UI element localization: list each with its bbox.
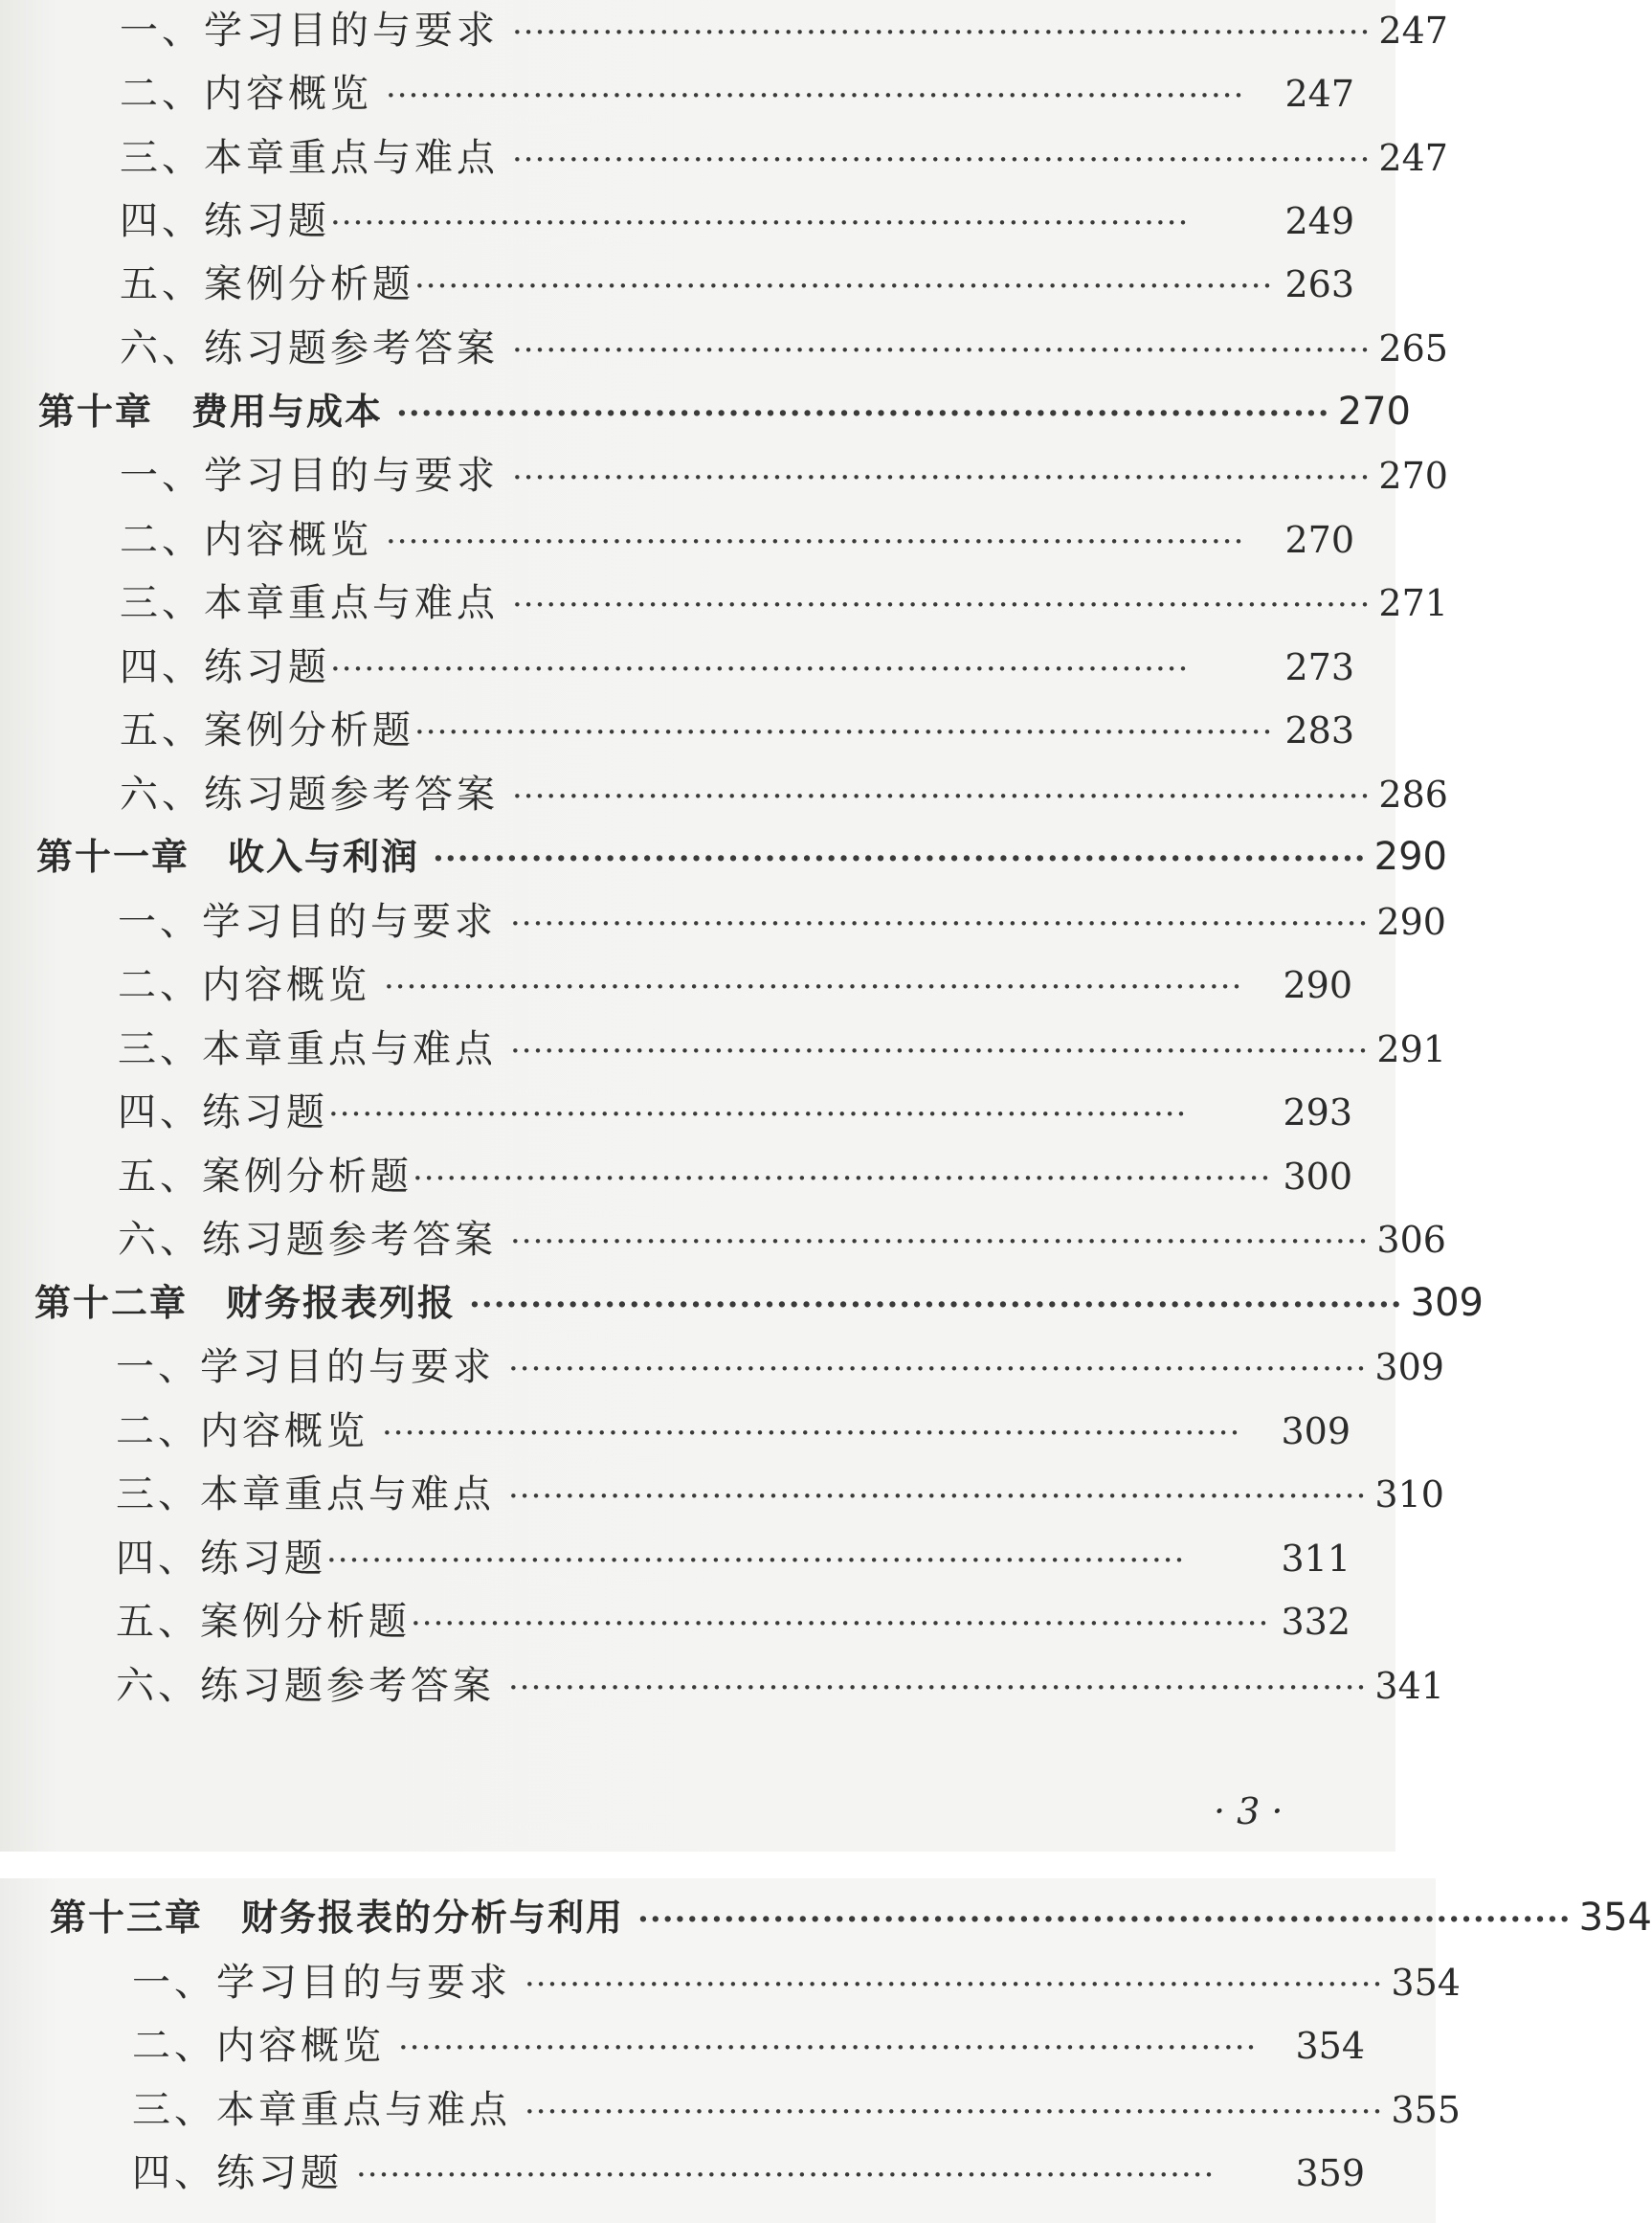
toc-entry-title: 四、练习题 bbox=[132, 2151, 343, 2195]
toc-entry-page: 283 bbox=[1284, 709, 1354, 752]
leader-dots: ············································································ bbox=[469, 1286, 1403, 1324]
toc-entry-page: 332 bbox=[1281, 1601, 1351, 1643]
toc-entry-page: 309 bbox=[1281, 1410, 1351, 1452]
toc-chapter-title: 第十三章 财务报表的分析与利用 bbox=[50, 1897, 625, 1939]
toc-entry-page: 286 bbox=[1378, 774, 1448, 816]
toc-chapter-page: 354 bbox=[1578, 1896, 1652, 1940]
toc-entry-title: 六、练习题参考答案 bbox=[120, 326, 499, 370]
toc-entry-page: 247 bbox=[1284, 73, 1354, 115]
toc-entry-page: 249 bbox=[1284, 200, 1354, 242]
toc-entry[interactable] bbox=[120, 63, 1354, 121]
toc-entry-page: 341 bbox=[1374, 1665, 1444, 1707]
toc-entry-page: 354 bbox=[1391, 1962, 1461, 2004]
toc-chapter-title: 第十二章 财务报表列报 bbox=[34, 1282, 457, 1324]
leader-dots: ············································································ bbox=[508, 1477, 1368, 1516]
toc-entry-title: 二、内容概览 bbox=[118, 963, 370, 1007]
toc-entry-page: 263 bbox=[1284, 263, 1354, 305]
toc-entry-page: 265 bbox=[1378, 327, 1448, 370]
toc-entry-title: 五、案例分析题 bbox=[118, 1155, 413, 1199]
toc-entry-title: 三、本章重点与难点 bbox=[132, 2088, 511, 2132]
toc-entry[interactable] bbox=[120, 637, 1354, 694]
toc-entry-page: 354 bbox=[1295, 2025, 1365, 2067]
leader-dots: ············································································ bbox=[328, 1095, 1188, 1134]
toc-entry-title: 四、练习题 bbox=[120, 645, 330, 689]
leader-dots: ············································································ bbox=[433, 840, 1367, 878]
leader-dots: ············································································ bbox=[525, 2093, 1384, 2131]
toc-chapter-title: 第十章 费用与成本 bbox=[38, 391, 384, 433]
toc-entry[interactable] bbox=[118, 1082, 1352, 1139]
toc-entry-page: 310 bbox=[1374, 1473, 1444, 1516]
toc-entry-title: 四、练习题 bbox=[118, 1090, 328, 1134]
toc-entry-page: 309 bbox=[1374, 1346, 1444, 1388]
toc-entry-title: 五、案例分析题 bbox=[120, 708, 414, 752]
toc-entry[interactable] bbox=[120, 127, 1448, 185]
leader-dots: ············································································ bbox=[386, 77, 1245, 115]
leader-dots: ············································································ bbox=[411, 1605, 1270, 1643]
leader-dots: ············································································ bbox=[637, 1900, 1572, 1939]
toc-entry-page: 290 bbox=[1283, 964, 1352, 1006]
toc-chapter-page: 290 bbox=[1373, 835, 1447, 879]
page-separator bbox=[0, 1852, 1436, 1878]
leader-dots: ············································································ bbox=[510, 1223, 1370, 1261]
toc-entry[interactable] bbox=[120, 254, 1354, 311]
leader-dots: ············································································ bbox=[512, 586, 1372, 624]
toc-entry[interactable] bbox=[116, 1591, 1351, 1649]
toc-entry[interactable] bbox=[116, 1401, 1351, 1458]
toc-entry-title: 四、练习题 bbox=[116, 1537, 326, 1581]
toc-chapter-heading[interactable] bbox=[36, 827, 1447, 885]
toc-entry-title: 三、本章重点与难点 bbox=[118, 1027, 497, 1071]
toc-entry[interactable] bbox=[116, 1655, 1444, 1713]
toc-entry-page: 270 bbox=[1378, 455, 1448, 497]
leader-dots: ············································································ bbox=[356, 2156, 1216, 2194]
toc-entry[interactable] bbox=[116, 1336, 1444, 1394]
toc-entry[interactable] bbox=[116, 1528, 1351, 1585]
toc-entry[interactable] bbox=[118, 1019, 1446, 1076]
toc-page-lower bbox=[0, 1878, 1652, 2223]
leader-dots: ············································································ bbox=[508, 1350, 1368, 1388]
toc-entry-title: 六、练习题参考答案 bbox=[116, 1664, 495, 1708]
leader-dots: ············································································ bbox=[510, 905, 1370, 943]
toc-entry[interactable] bbox=[132, 1952, 1461, 2010]
leader-dots: ············································································ bbox=[414, 713, 1274, 752]
toc-entry-page: 359 bbox=[1295, 2152, 1365, 2194]
toc-entry-page: 273 bbox=[1284, 646, 1354, 688]
toc-entry[interactable] bbox=[120, 509, 1354, 567]
leader-dots: ············································································ bbox=[414, 267, 1274, 305]
toc-entry-title: 六、练习题参考答案 bbox=[118, 1218, 497, 1262]
toc-chapter-title: 第十一章 收入与利润 bbox=[36, 836, 420, 878]
toc-entry-page: 247 bbox=[1378, 10, 1448, 52]
toc-entry[interactable] bbox=[116, 1464, 1444, 1521]
toc-entry-title: 一、学习目的与要求 bbox=[132, 1961, 511, 2005]
page-number: · 3 · bbox=[1214, 1790, 1284, 1832]
toc-chapter-heading[interactable] bbox=[38, 382, 1411, 439]
leader-dots: ············································································ bbox=[413, 1159, 1272, 1198]
toc-entry-page: 271 bbox=[1378, 582, 1448, 624]
toc-entry-title: 一、学习目的与要求 bbox=[116, 1345, 495, 1389]
toc-entry[interactable] bbox=[120, 700, 1354, 757]
toc-entry-title: 四、练习题 bbox=[120, 199, 330, 243]
leader-dots: ············································································ bbox=[398, 2029, 1258, 2067]
leader-dots: ············································································ bbox=[382, 1414, 1241, 1452]
toc-entry-title: 六、练习题参考答案 bbox=[120, 773, 499, 817]
toc-entry[interactable] bbox=[120, 0, 1448, 57]
toc-entry[interactable] bbox=[120, 191, 1354, 248]
toc-entry[interactable] bbox=[120, 445, 1448, 503]
toc-entry-title: 五、案例分析题 bbox=[116, 1600, 411, 1644]
toc-chapter-page: 270 bbox=[1337, 390, 1411, 434]
toc-entry-title: 一、学习目的与要求 bbox=[120, 9, 499, 53]
toc-entry[interactable] bbox=[132, 2079, 1461, 2137]
toc-chapter-page: 309 bbox=[1410, 1281, 1484, 1325]
leader-dots: ············································································ bbox=[326, 1541, 1186, 1580]
toc-entry[interactable] bbox=[118, 1146, 1352, 1203]
toc-entry-page: 311 bbox=[1281, 1538, 1351, 1580]
leader-dots: ············································································ bbox=[525, 1965, 1384, 2004]
toc-entry[interactable] bbox=[132, 2143, 1365, 2200]
toc-entry-page: 291 bbox=[1376, 1028, 1446, 1070]
toc-entry-title: 三、本章重点与难点 bbox=[120, 581, 499, 625]
toc-entry-title: 二、内容概览 bbox=[120, 518, 372, 562]
toc-entry-title: 二、内容概览 bbox=[116, 1409, 368, 1453]
leader-dots: ············································································ bbox=[512, 331, 1372, 370]
toc-entry[interactable] bbox=[118, 891, 1446, 949]
leader-dots: ············································································ bbox=[512, 13, 1372, 52]
toc-entry[interactable] bbox=[132, 2015, 1365, 2073]
toc-entry[interactable] bbox=[118, 1209, 1446, 1267]
leader-dots: ············································································ bbox=[508, 1669, 1368, 1707]
toc-entry-title: 二、内容概览 bbox=[120, 72, 372, 116]
leader-dots: ············································································ bbox=[386, 523, 1245, 561]
leader-dots: ············································································ bbox=[396, 394, 1330, 433]
toc-entry-title: 五、案例分析题 bbox=[120, 262, 414, 306]
toc-entry-title: 三、本章重点与难点 bbox=[116, 1472, 495, 1516]
toc-chapter-heading[interactable] bbox=[50, 1888, 1652, 1945]
toc-entry-title: 一、学习目的与要求 bbox=[120, 454, 499, 498]
toc-entry-page: 293 bbox=[1283, 1091, 1352, 1134]
toc-entry[interactable] bbox=[118, 954, 1352, 1012]
leader-dots: ············································································ bbox=[512, 459, 1372, 497]
toc-entry-title: 二、内容概览 bbox=[132, 2024, 385, 2068]
toc-entry-title: 一、学习目的与要求 bbox=[118, 900, 497, 944]
leader-dots: ············································································ bbox=[384, 968, 1243, 1006]
leader-dots: ············································································ bbox=[330, 650, 1190, 688]
leader-dots: ············································································ bbox=[512, 777, 1372, 816]
leader-dots: ············································································ bbox=[510, 1032, 1370, 1070]
toc-entry-title: 三、本章重点与难点 bbox=[120, 136, 499, 180]
toc-chapter-heading[interactable] bbox=[34, 1273, 1484, 1331]
toc-entry-page: 290 bbox=[1376, 901, 1446, 943]
toc-entry[interactable] bbox=[120, 318, 1448, 375]
toc-entry-page: 355 bbox=[1391, 2089, 1461, 2131]
toc-entry[interactable] bbox=[120, 764, 1448, 821]
toc-entry-page: 300 bbox=[1283, 1156, 1352, 1198]
leader-dots: ············································································ bbox=[512, 141, 1372, 179]
leader-dots: ············································································ bbox=[330, 204, 1190, 242]
toc-entry-page: 247 bbox=[1378, 137, 1448, 179]
toc-entry[interactable] bbox=[120, 573, 1448, 630]
toc-entry-page: 306 bbox=[1376, 1219, 1446, 1261]
toc-entry-page: 270 bbox=[1284, 519, 1354, 561]
